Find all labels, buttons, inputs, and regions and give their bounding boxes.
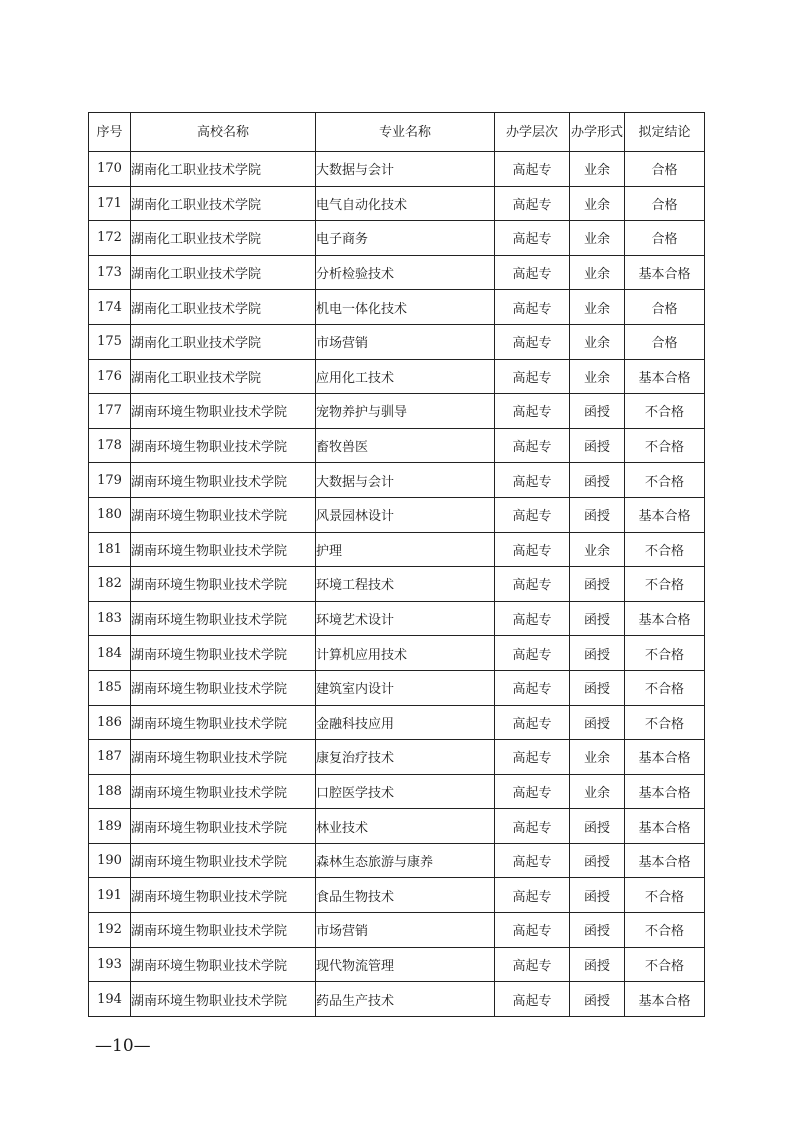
cell-result: 基本合格: [625, 809, 705, 844]
cell-result: 合格: [625, 324, 705, 359]
cell-mode: 业余: [570, 221, 625, 256]
cell-major: 电子商务: [316, 221, 495, 256]
table-row: [89, 186, 705, 221]
cell-no: 188: [89, 774, 131, 809]
cell-school: 湖南环境生物职业技术学院: [131, 670, 316, 705]
cell-level: 高起专: [495, 774, 570, 809]
cell-major: 计算机应用技术: [316, 636, 495, 671]
table-row: [89, 843, 705, 878]
cell-major: 食品生物技术: [316, 878, 495, 913]
cell-mode: 函授: [570, 497, 625, 532]
table-row: [89, 567, 705, 602]
cell-mode: 函授: [570, 947, 625, 982]
cell-no: 185: [89, 670, 131, 705]
cell-result: 合格: [625, 290, 705, 325]
cell-school: 湖南环境生物职业技术学院: [131, 532, 316, 567]
cell-school: 湖南环境生物职业技术学院: [131, 740, 316, 775]
cell-major: 电气自动化技术: [316, 186, 495, 221]
table-row: [89, 670, 705, 705]
header-level: 办学层次: [495, 113, 570, 152]
cell-mode: 业余: [570, 774, 625, 809]
cell-major: 康复治疗技术: [316, 740, 495, 775]
cell-major: 市场营销: [316, 913, 495, 948]
cell-mode: 函授: [570, 463, 625, 498]
cell-school: 湖南环境生物职业技术学院: [131, 878, 316, 913]
cell-result: 合格: [625, 152, 705, 187]
cell-no: 193: [89, 947, 131, 982]
cell-school: 湖南化工职业技术学院: [131, 290, 316, 325]
cell-major: 药品生产技术: [316, 982, 495, 1017]
cell-no: 175: [89, 324, 131, 359]
cell-level: 高起专: [495, 670, 570, 705]
cell-school: 湖南环境生物职业技术学院: [131, 982, 316, 1017]
cell-result: 基本合格: [625, 601, 705, 636]
cell-result: 不合格: [625, 670, 705, 705]
table-row: [89, 705, 705, 740]
cell-no: 178: [89, 428, 131, 463]
cell-mode: 函授: [570, 705, 625, 740]
cell-no: 180: [89, 497, 131, 532]
cell-school: 湖南化工职业技术学院: [131, 221, 316, 256]
cell-no: 191: [89, 878, 131, 913]
cell-level: 高起专: [495, 532, 570, 567]
cell-no: 181: [89, 532, 131, 567]
results-table: [88, 112, 705, 1017]
cell-mode: 业余: [570, 324, 625, 359]
cell-school: 湖南环境生物职业技术学院: [131, 636, 316, 671]
table-row: [89, 290, 705, 325]
cell-result: 不合格: [625, 463, 705, 498]
cell-level: 高起专: [495, 359, 570, 394]
cell-result: 不合格: [625, 567, 705, 602]
cell-mode: 函授: [570, 913, 625, 948]
cell-mode: 业余: [570, 152, 625, 187]
cell-major: 市场营销: [316, 324, 495, 359]
header-result: 拟定结论: [625, 113, 705, 152]
cell-major: 建筑室内设计: [316, 670, 495, 705]
table-row: [89, 497, 705, 532]
cell-mode: 函授: [570, 394, 625, 429]
cell-level: 高起专: [495, 221, 570, 256]
table-row: [89, 221, 705, 256]
cell-school: 湖南化工职业技术学院: [131, 152, 316, 187]
table-row: [89, 947, 705, 982]
cell-level: 高起专: [495, 636, 570, 671]
cell-result: 不合格: [625, 428, 705, 463]
table-row: [89, 774, 705, 809]
table-row: [89, 878, 705, 913]
cell-no: 173: [89, 255, 131, 290]
cell-school: 湖南化工职业技术学院: [131, 359, 316, 394]
table-body: [89, 152, 705, 1017]
cell-major: 环境艺术设计: [316, 601, 495, 636]
cell-level: 高起专: [495, 878, 570, 913]
cell-no: 186: [89, 705, 131, 740]
header-no: 序号: [89, 113, 131, 152]
cell-major: 应用化工技术: [316, 359, 495, 394]
cell-major: 护理: [316, 532, 495, 567]
cell-school: 湖南化工职业技术学院: [131, 186, 316, 221]
cell-result: 不合格: [625, 913, 705, 948]
header-mode: 办学形式: [570, 113, 625, 152]
cell-major: 大数据与会计: [316, 152, 495, 187]
table-row: [89, 982, 705, 1017]
cell-school: 湖南环境生物职业技术学院: [131, 567, 316, 602]
cell-school: 湖南环境生物职业技术学院: [131, 913, 316, 948]
table-row: [89, 463, 705, 498]
table-row: [89, 428, 705, 463]
cell-result: 不合格: [625, 705, 705, 740]
cell-major: 机电一体化技术: [316, 290, 495, 325]
cell-school: 湖南环境生物职业技术学院: [131, 947, 316, 982]
cell-result: 不合格: [625, 636, 705, 671]
cell-result: 合格: [625, 221, 705, 256]
cell-result: 不合格: [625, 947, 705, 982]
cell-major: 森林生态旅游与康养: [316, 843, 495, 878]
cell-result: 基本合格: [625, 497, 705, 532]
cell-mode: 函授: [570, 982, 625, 1017]
cell-mode: 业余: [570, 290, 625, 325]
cell-major: 大数据与会计: [316, 463, 495, 498]
cell-level: 高起专: [495, 740, 570, 775]
cell-level: 高起专: [495, 913, 570, 948]
cell-mode: 业余: [570, 186, 625, 221]
header-major: 专业名称: [316, 113, 495, 152]
cell-school: 湖南化工职业技术学院: [131, 324, 316, 359]
table-row: [89, 394, 705, 429]
cell-level: 高起专: [495, 463, 570, 498]
cell-mode: 业余: [570, 255, 625, 290]
cell-mode: 业余: [570, 740, 625, 775]
page-number: —10—: [95, 1036, 151, 1056]
table-row: [89, 359, 705, 394]
cell-mode: 函授: [570, 878, 625, 913]
cell-no: 176: [89, 359, 131, 394]
cell-no: 194: [89, 982, 131, 1017]
header-row: [89, 113, 705, 152]
cell-level: 高起专: [495, 428, 570, 463]
cell-mode: 函授: [570, 428, 625, 463]
cell-major: 宠物养护与驯导: [316, 394, 495, 429]
cell-level: 高起专: [495, 255, 570, 290]
cell-result: 不合格: [625, 878, 705, 913]
header-school: 高校名称: [131, 113, 316, 152]
cell-major: 金融科技应用: [316, 705, 495, 740]
cell-major: 环境工程技术: [316, 567, 495, 602]
table-row: [89, 913, 705, 948]
cell-school: 湖南环境生物职业技术学院: [131, 843, 316, 878]
cell-school: 湖南环境生物职业技术学院: [131, 463, 316, 498]
cell-no: 182: [89, 567, 131, 602]
cell-level: 高起专: [495, 186, 570, 221]
cell-school: 湖南环境生物职业技术学院: [131, 497, 316, 532]
cell-school: 湖南环境生物职业技术学院: [131, 394, 316, 429]
cell-level: 高起专: [495, 705, 570, 740]
cell-result: 合格: [625, 186, 705, 221]
cell-level: 高起专: [495, 290, 570, 325]
cell-mode: 函授: [570, 809, 625, 844]
cell-mode: 函授: [570, 843, 625, 878]
cell-major: 林业技术: [316, 809, 495, 844]
cell-no: 172: [89, 221, 131, 256]
cell-level: 高起专: [495, 843, 570, 878]
cell-school: 湖南环境生物职业技术学院: [131, 809, 316, 844]
cell-no: 192: [89, 913, 131, 948]
cell-mode: 函授: [570, 601, 625, 636]
cell-result: 基本合格: [625, 843, 705, 878]
cell-school: 湖南环境生物职业技术学院: [131, 774, 316, 809]
cell-level: 高起专: [495, 809, 570, 844]
cell-no: 190: [89, 843, 131, 878]
cell-mode: 函授: [570, 567, 625, 602]
cell-major: 风景园林设计: [316, 497, 495, 532]
cell-school: 湖南化工职业技术学院: [131, 255, 316, 290]
cell-school: 湖南环境生物职业技术学院: [131, 705, 316, 740]
table-row: [89, 324, 705, 359]
cell-level: 高起专: [495, 324, 570, 359]
table-row: [89, 152, 705, 187]
cell-no: 189: [89, 809, 131, 844]
table-row: [89, 636, 705, 671]
cell-level: 高起专: [495, 601, 570, 636]
cell-result: 基本合格: [625, 740, 705, 775]
cell-result: 基本合格: [625, 982, 705, 1017]
cell-level: 高起专: [495, 947, 570, 982]
cell-level: 高起专: [495, 567, 570, 602]
cell-result: 基本合格: [625, 774, 705, 809]
cell-no: 174: [89, 290, 131, 325]
cell-no: 177: [89, 394, 131, 429]
cell-level: 高起专: [495, 982, 570, 1017]
table-header: [89, 113, 705, 152]
cell-result: 基本合格: [625, 255, 705, 290]
table-row: [89, 532, 705, 567]
cell-result: 基本合格: [625, 359, 705, 394]
cell-major: 分析检验技术: [316, 255, 495, 290]
cell-level: 高起专: [495, 497, 570, 532]
cell-result: 不合格: [625, 532, 705, 567]
cell-no: 170: [89, 152, 131, 187]
cell-no: 184: [89, 636, 131, 671]
cell-no: 187: [89, 740, 131, 775]
cell-major: 现代物流管理: [316, 947, 495, 982]
cell-mode: 业余: [570, 532, 625, 567]
cell-result: 不合格: [625, 394, 705, 429]
table-row: [89, 255, 705, 290]
cell-level: 高起专: [495, 152, 570, 187]
cell-major: 畜牧兽医: [316, 428, 495, 463]
cell-mode: 函授: [570, 636, 625, 671]
cell-major: 口腔医学技术: [316, 774, 495, 809]
cell-school: 湖南环境生物职业技术学院: [131, 428, 316, 463]
cell-no: 171: [89, 186, 131, 221]
table-row: [89, 601, 705, 636]
cell-mode: 业余: [570, 359, 625, 394]
cell-no: 179: [89, 463, 131, 498]
cell-no: 183: [89, 601, 131, 636]
table-row: [89, 740, 705, 775]
cell-level: 高起专: [495, 394, 570, 429]
cell-school: 湖南环境生物职业技术学院: [131, 601, 316, 636]
table-row: [89, 809, 705, 844]
cell-mode: 函授: [570, 670, 625, 705]
